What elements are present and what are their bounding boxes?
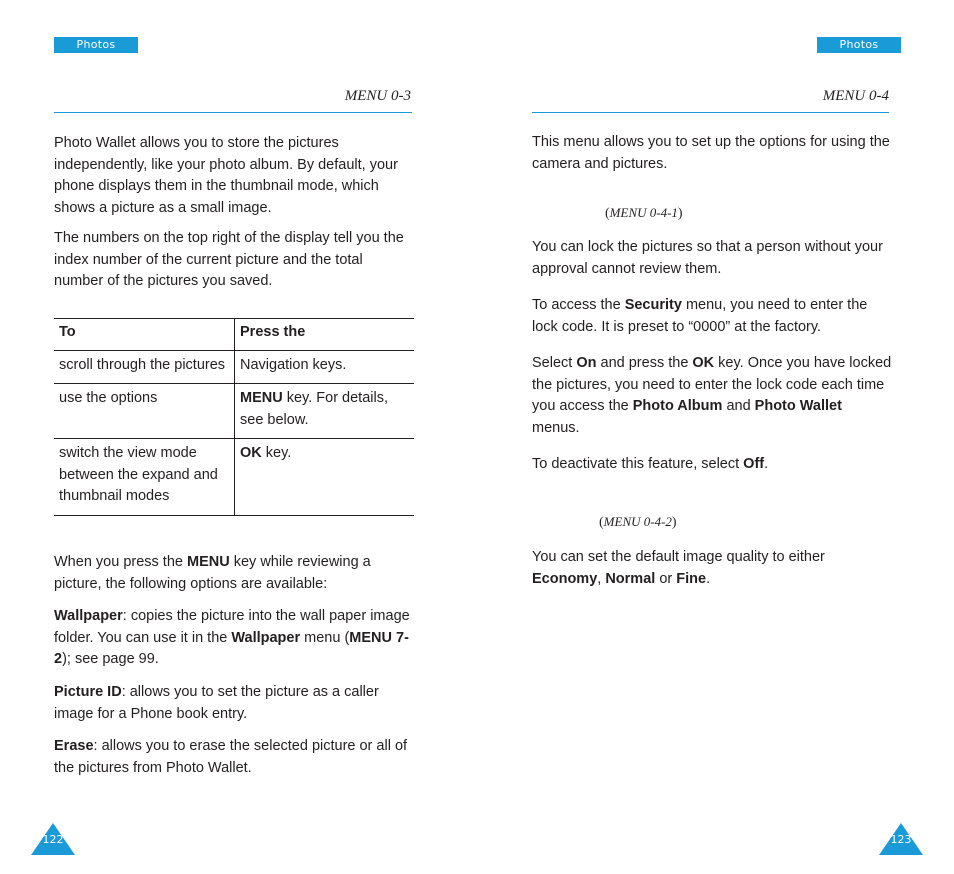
intro-paragraph — [54, 133, 414, 219]
table-header-press: Press the — [235, 319, 415, 351]
option-term: Wallpaper — [54, 608, 123, 624]
page-number: 122 — [42, 833, 64, 846]
menu-name: Photo Album — [632, 398, 723, 414]
table-cell-key — [235, 439, 415, 516]
text-span: ); see page 99. — [62, 651, 159, 667]
submenu-number: MENU 0-4-2 — [603, 514, 672, 529]
section-tab: Photos — [54, 37, 138, 53]
intro-text: This menu allows you to set up the options for using the camera and pictures. — [532, 134, 890, 172]
text-span: Select — [532, 355, 577, 371]
security-deactivate-text — [532, 454, 892, 476]
security-description — [532, 237, 892, 280]
option-wallpaper — [54, 606, 414, 671]
text-span: key. Once you have locked the pictures, you need to enter the lock code each time you access the — [532, 355, 892, 414]
text-span: menu ( — [300, 629, 350, 646]
option-erase — [54, 736, 414, 779]
option-erase-text — [54, 736, 414, 779]
security-access-text — [532, 295, 892, 338]
quality-desc-text — [532, 547, 892, 590]
table-row — [54, 384, 414, 439]
security-menu-ref — [605, 202, 805, 225]
table-cell-action: scroll through the pictures — [54, 350, 235, 384]
text-span: ) — [671, 515, 677, 530]
option-value: Normal — [605, 570, 656, 587]
intro-paragraph — [532, 132, 892, 175]
key-table — [54, 318, 414, 516]
text-span: , — [597, 570, 606, 587]
text-span: To access the — [532, 297, 625, 313]
right-page — [477, 0, 954, 874]
key-name: OK — [692, 355, 715, 371]
table-cell-key — [235, 350, 415, 384]
page-number: 123 — [890, 833, 912, 846]
options-intro — [54, 552, 414, 595]
security-access — [532, 295, 892, 338]
text-span: . — [706, 570, 711, 587]
table-header-to: To — [54, 319, 235, 351]
key-text: Navigation keys. — [240, 356, 347, 373]
text-span: or — [655, 570, 677, 587]
security-deactivate — [532, 454, 892, 476]
key-name: MENU — [240, 390, 283, 406]
text-span: When you press the — [54, 554, 187, 570]
header-rule — [532, 112, 889, 113]
text-span: ( — [605, 206, 610, 221]
security-select — [532, 353, 892, 439]
intro-text: Photo Wallet allows you to store the pictures independently, like your photo album. By default, your phone displays them in the thumbnail mode, which shows a picture as a small image. — [54, 135, 398, 216]
option-picture-id — [54, 682, 414, 725]
quality-menu-ref — [599, 511, 799, 534]
text-span: : allows you to set the picture as a caller image for a Phone book entry. — [54, 684, 379, 722]
table-header-row — [54, 319, 414, 351]
section-tab: Photos — [817, 37, 901, 53]
text-span: To deactivate this feature, select — [532, 456, 744, 472]
option-term: Picture ID — [54, 684, 122, 700]
security-desc-text: You can lock the pictures so that a person without your approval cannot review them. — [532, 239, 883, 277]
text-span: menus. — [532, 419, 580, 436]
option-wallpaper-text — [54, 606, 414, 671]
numbers-paragraph — [54, 228, 414, 293]
text-span: You can set the default image quality to either — [532, 549, 825, 565]
security-select-text — [532, 353, 892, 439]
table-cell-action: switch the view mode between the expand and thumbnail modes — [54, 439, 235, 516]
menu-name: Photo Wallet — [754, 398, 842, 414]
key-text: key. For details, see below. — [240, 390, 388, 428]
menu-name: Wallpaper — [231, 629, 301, 646]
text-span: . — [764, 456, 769, 472]
option-term: Erase — [54, 738, 94, 754]
table-cell-key — [235, 384, 415, 439]
text-span: : copies the picture into the wall paper image folder. You can use it in the — [54, 608, 410, 646]
option-value: Economy — [532, 570, 598, 587]
menu-reference: MENU 0-3 — [344, 88, 411, 104]
text-span: menu, you need to enter the lock code. It is preset to “0000” at the factory. — [532, 297, 868, 335]
text-span: ( — [599, 515, 604, 530]
text-span: and — [722, 398, 755, 414]
options-intro-text — [54, 552, 414, 595]
numbers-text: The numbers on the top right of the display tell you the index number of the current picture and the total number of the pictures you saved. — [54, 230, 404, 289]
menu-number: MENU 7-2 — [54, 629, 409, 667]
page-number-badge — [31, 823, 75, 855]
menu-name: Security — [624, 297, 682, 313]
page-number-badge — [879, 823, 923, 855]
menu-key-label: MENU — [187, 554, 230, 570]
option-picture-id-text — [54, 682, 414, 725]
key-text: key. — [261, 445, 292, 461]
text-span: key while reviewing a picture, the following options are available: — [54, 554, 371, 592]
key-name: OK — [240, 445, 262, 461]
text-span: ) — [677, 206, 683, 221]
table-row — [54, 350, 414, 384]
option-value: Off — [743, 456, 765, 472]
menu-reference: MENU 0-4 — [822, 88, 889, 104]
option-value: Fine — [676, 570, 707, 587]
text-span: and press the — [596, 355, 693, 371]
text-span: : allows you to erase the selected picture or all of the pictures from Photo Wallet. — [54, 738, 408, 776]
quality-description — [532, 547, 892, 590]
table-row — [54, 439, 414, 516]
submenu-number: MENU 0-4-1 — [609, 205, 678, 220]
option-value: On — [576, 355, 597, 371]
table-cell-action: use the options — [54, 384, 235, 439]
header-rule — [54, 112, 412, 113]
